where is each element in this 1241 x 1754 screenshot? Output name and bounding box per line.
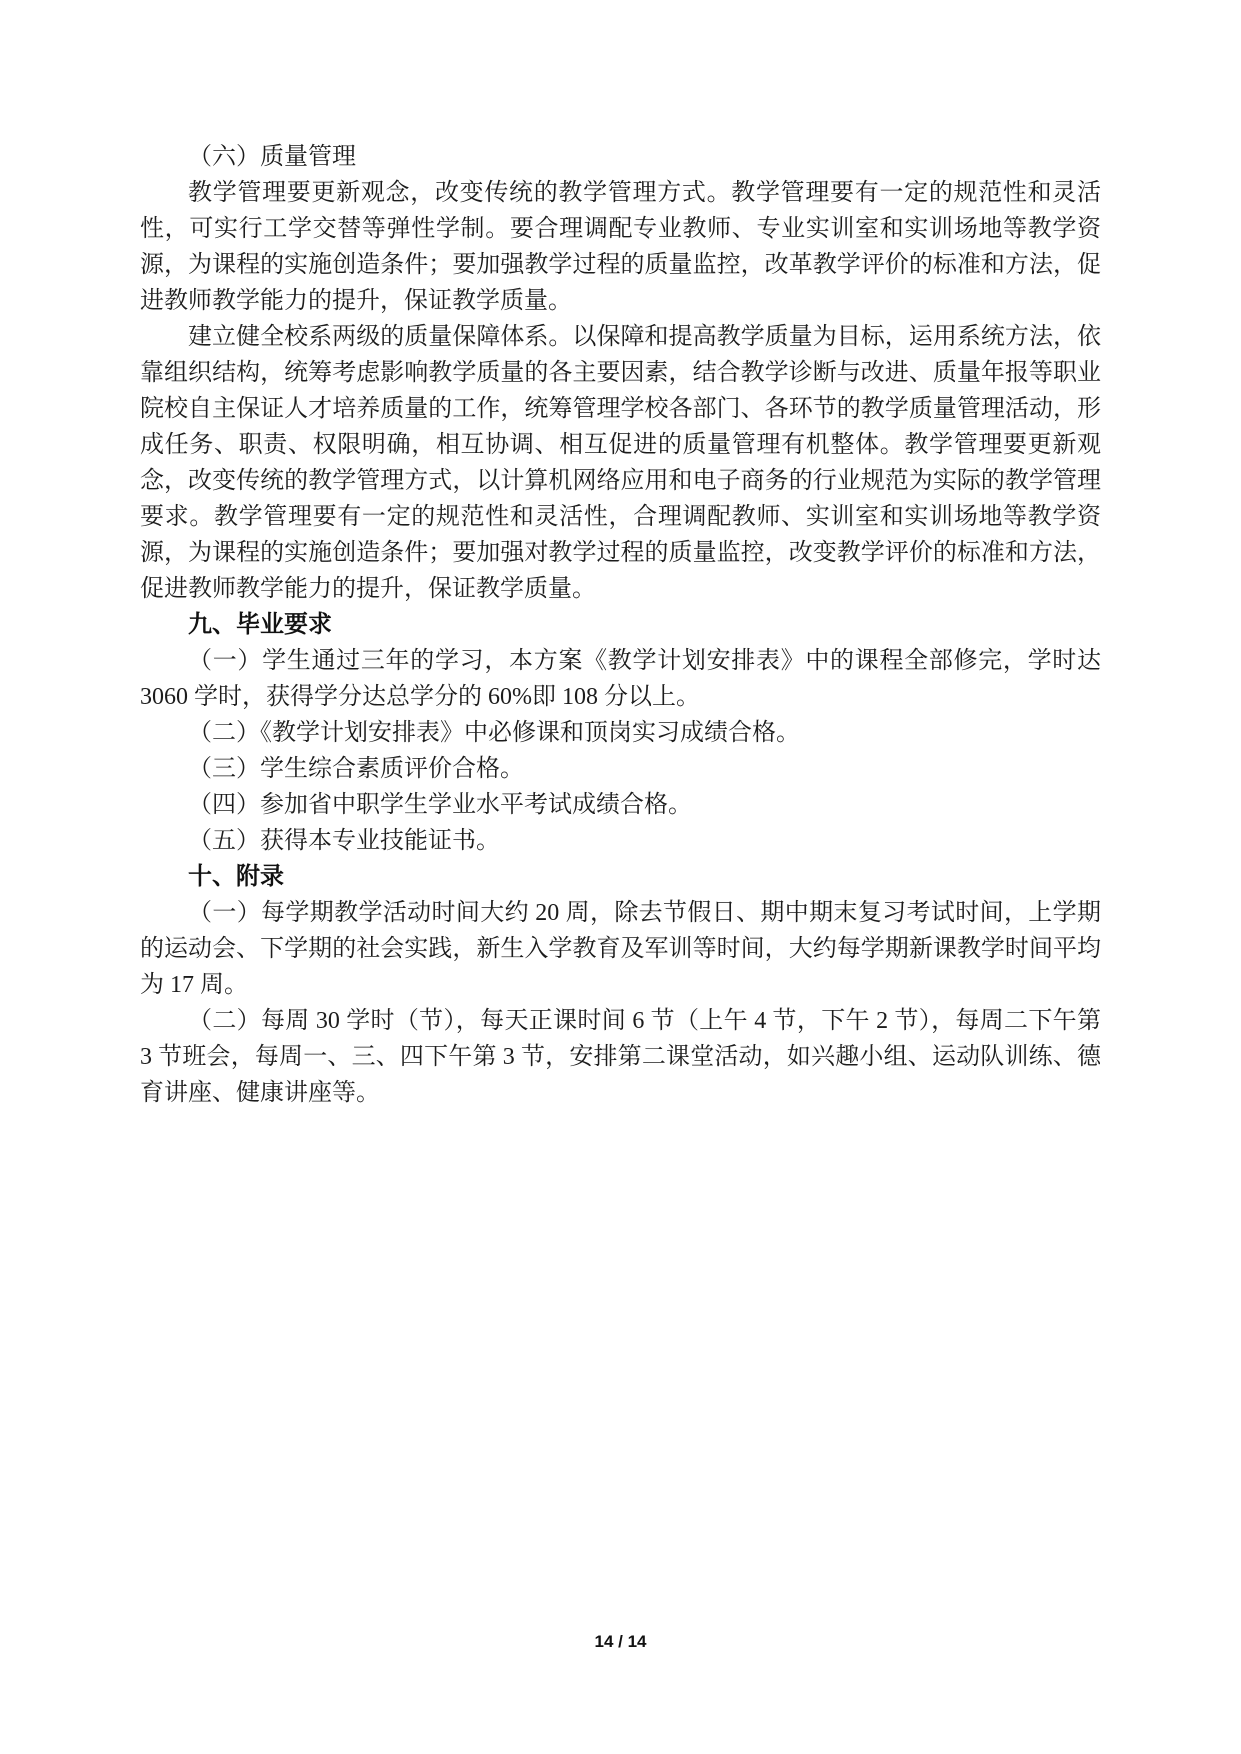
paragraph-graduation-req-5: （五）获得本专业技能证书。 bbox=[188, 828, 500, 854]
document-body bbox=[140, 139, 1101, 1111]
section-title-appendix: 十、附录 bbox=[188, 863, 284, 890]
paragraph-graduation-req-1: （一）学生通过三年的学习，本方案《教学计划安排表》中的课程全部修完，学时达 3060 学时，获得学分达总学分的 60%即 108 分以上。 bbox=[140, 648, 1101, 710]
paragraph-appendix-1: （一）每学期教学活动时间大约 20 周，除去节假日、期中期末复习考试时间，上学期的运动会、下学期的社会实践，新生入学教育及军训等时间，大约每学期新课教学时间平均为 17 周。 bbox=[140, 900, 1101, 998]
section-title-graduation-requirements: 九、毕业要求 bbox=[188, 611, 332, 638]
paragraph-graduation-req-3: （三）学生综合素质评价合格。 bbox=[188, 756, 524, 782]
paragraph-quality-management-1: 教学管理要更新观念，改变传统的教学管理方式。教学管理要有一定的规范性和灵活性，可实行工学交替等弹性学制。要合理调配专业教师、专业实训室和实训场地等教学资源，为课程的实施创造条件；要加强教学过程的质量监控，改革教学评价的标准和方法，促进教师教学能力的提升，保证教学质量。 bbox=[140, 180, 1101, 314]
paragraph-quality-management-2: 建立健全校系两级的质量保障体系。以保障和提高教学质量为目标，运用系统方法，依靠组织结构，统筹考虑影响教学质量的各主要因素，结合教学诊断与改进、质量年报等职业院校自主保证人才培养质量的工作，统筹管理学校各部门、各环节的教学质量管理活动，形成任务、职责、权限明确，相互协调、相互促进的质量管理有机整体。教学管理要更新观念，改变传统的教学管理方式，以计算机网络应用和电子商务的行业规范为实际的教学管理要求。教学管理要有一定的规范性和灵活性，合理调配教师、实训室和实训场地等教学资源，为课程的实施创造条件；要加强对教学过程的质量监控，改变教学评价的标准和方法，促进教师教学能力的提升，保证教学质量。 bbox=[140, 324, 1101, 602]
paragraph-graduation-req-4: （四）参加省中职学生学业水平考试成绩合格。 bbox=[188, 792, 692, 818]
paragraph-graduation-req-2: （二）《教学计划安排表》中必修课和顶岗实习成绩合格。 bbox=[188, 720, 800, 746]
paragraph-appendix-2: （二）每周 30 学时（节），每天正课时间 6 节（上午 4 节，下午 2 节），每周二下午第 3 节班会，每周一、三、四下午第 3 节，安排第二课堂活动，如兴趣小组、运动队训练、德育讲座、健康讲座等。 bbox=[140, 1008, 1101, 1106]
subsection-title-quality-management: （六）质量管理 bbox=[188, 144, 356, 170]
page-number: 14 / 14 bbox=[594, 1632, 647, 1651]
